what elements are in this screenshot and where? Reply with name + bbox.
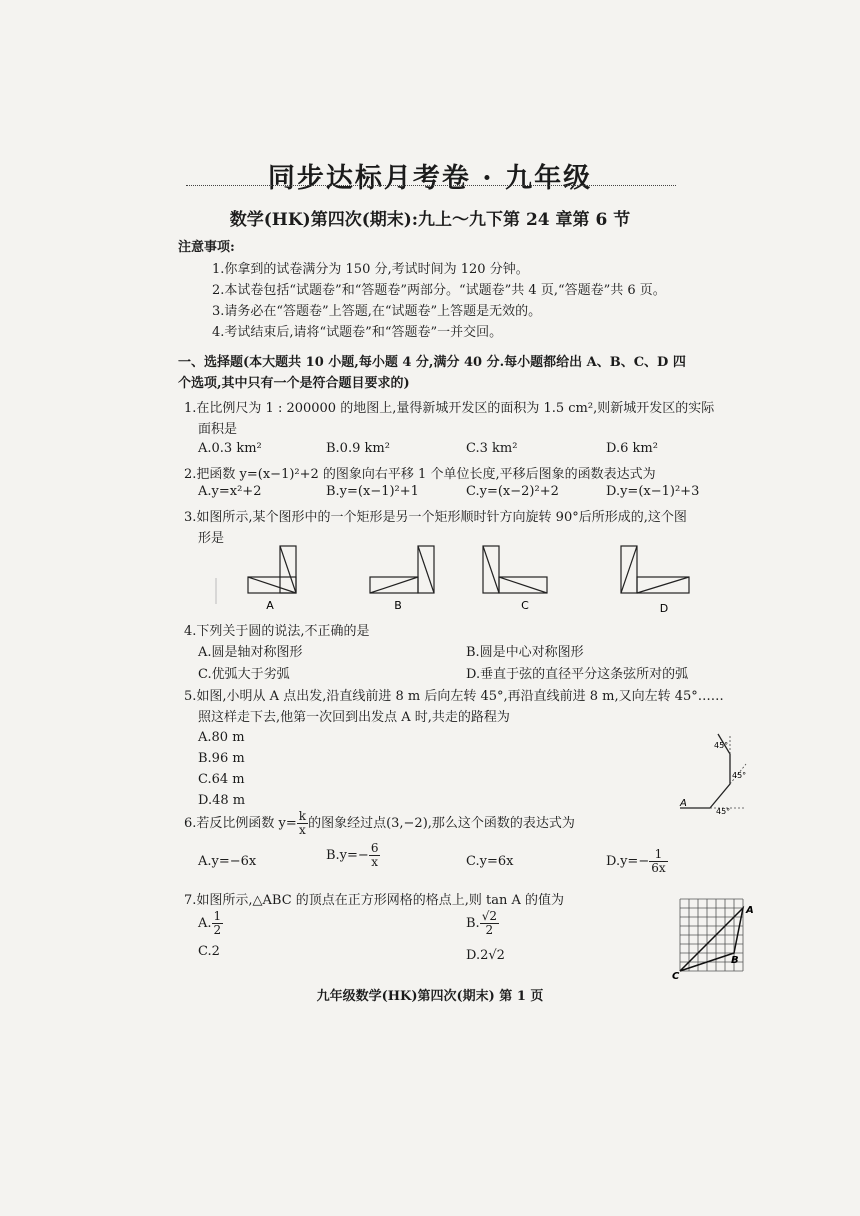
q7-option-a	[198, 910, 223, 937]
q7-a-pre: A.	[198, 916, 212, 931]
q6-b-pre: B.y=−	[326, 848, 369, 863]
q7-option-c: C.2	[198, 944, 220, 959]
q6-frac-den: x	[299, 823, 306, 837]
q3-figure-b	[370, 546, 434, 593]
q7-a-den: 2	[213, 923, 222, 937]
q1-option-d: D.6 km²	[606, 441, 658, 456]
q4-option-d: D.垂直于弦的直径平分这条弦所对的弧	[466, 667, 689, 682]
q7-b-den: 2	[485, 923, 494, 937]
q5-angle-label: 45°	[732, 771, 747, 780]
q7-label-a: A	[746, 905, 754, 916]
q6-option-a: A.y=−6x	[198, 854, 257, 869]
q7-option-d: D.2√2	[466, 948, 505, 963]
q5-option-c: C.64 m	[198, 772, 245, 787]
question-1-stem: 1.在比例尺为 1 : 200000 的地图上,量得新城开发区的面积为 1.5 cm²,则新城开发区的实际	[184, 401, 715, 416]
section-heading: 一、选择题(本大题共 10 小题,每小题 4 分,满分 40 分.每小题都给出 A、B、C、D 四个选项,其中只有一个是符合题目要求的)	[178, 355, 686, 391]
question-2-stem: 2.把函数 y=(x−1)²+2 的图象向右平移 1 个单位长度,平移后图象的函数表达式为	[184, 467, 656, 482]
q5-figure	[672, 728, 782, 824]
q7-a-num: 1	[213, 909, 222, 923]
q7-option-b	[466, 910, 499, 937]
q1-option-c: C.3 km²	[466, 441, 518, 456]
title-divider	[186, 185, 676, 186]
question-7-stem: 7.如图所示,△ABC 的顶点在正方形网格的格点上,则 tan A 的值为	[184, 893, 565, 908]
q3-figure-a	[248, 546, 296, 593]
q4-option-c: C.优弧大于劣弧	[198, 667, 290, 682]
q6-option-d	[606, 848, 668, 875]
notice-item: 2.本试卷包括“试题卷”和“答题卷”两部分。“试题卷”共 4 页,“答题卷”共 6 页。	[212, 283, 666, 298]
q6-b-frac	[369, 842, 381, 869]
notice-item: 3.请务必在“答题卷”上答题,在“试题卷”上答题是无效的。	[212, 304, 542, 319]
q3-figures	[200, 538, 700, 614]
question-4-stem: 4.下列关于圆的说法,不正确的是	[184, 624, 370, 639]
question-3-stem-cont: 形是	[198, 531, 225, 546]
q7-b-pre: B.	[466, 916, 480, 931]
notice-heading: 注意事项:	[178, 240, 235, 255]
q2-option-d: D.y=(x−1)²+3	[606, 484, 700, 499]
q7-b-num: √2	[481, 909, 497, 923]
q7-grid-figure	[672, 895, 762, 981]
q7-b-frac	[480, 910, 499, 937]
question-3-stem: 3.如图所示,某个图形中的一个矩形是另一个矩形顺时针方向旋转 90°后所形成的,这个图	[184, 510, 687, 525]
q3-figure-c	[483, 546, 547, 593]
q5-option-b: B.96 m	[198, 751, 245, 766]
page-title: 同步达标月考卷 · 九年级	[267, 163, 593, 194]
q5-option-a: A.80 m	[198, 730, 245, 745]
q6-d-den: 6x	[651, 861, 666, 875]
q2-option-a: A.y=x²+2	[198, 484, 262, 499]
q6-frac-num: k	[298, 809, 307, 823]
q2-option-b: B.y=(x−1)²+1	[326, 484, 419, 499]
q7-label-b: B	[731, 955, 739, 966]
q6-stem-post: 的图象经过点(3,−2),那么这个函数的表达式为	[308, 816, 575, 831]
q3-label-b: B	[394, 599, 402, 612]
q6-d-num: 1	[649, 848, 667, 862]
page-footer: 九年级数学(HK)第四次(期末) 第 1 页	[316, 989, 544, 1004]
q6-b-num: 6	[370, 841, 379, 855]
q6-fraction	[297, 810, 308, 837]
notice-item: 4.考试结束后,请将“试题卷”和“答题卷”一并交回。	[212, 325, 503, 340]
q7-a-frac	[212, 910, 224, 937]
q3-label-d: D	[659, 602, 669, 614]
q3-label-c: C	[521, 599, 529, 612]
q5-point-a: A	[680, 798, 687, 809]
q2-option-c: C.y=(x−2)²+2	[466, 484, 559, 499]
q4-option-a: A.圆是轴对称图形	[198, 645, 303, 660]
q6-option-c: C.y=6x	[466, 854, 514, 869]
page-subtitle: 数学(HK)第四次(期末):九上～九下第 24 章第 6 节	[229, 210, 631, 230]
q6-option-b	[326, 842, 380, 869]
question-1-stem-cont: 面积是	[198, 422, 238, 437]
q6-d-pre: D.y=−	[606, 854, 650, 869]
q5-option-d: D.48 m	[198, 793, 246, 808]
q6-stem-pre: 6.若反比例函数 y=	[184, 816, 297, 831]
q6-d-frac	[649, 848, 667, 875]
q7-label-c: C	[672, 971, 680, 981]
q1-option-b: B.0.9 km²	[326, 441, 390, 456]
q5-angle-label: 45°	[716, 807, 731, 816]
notice-item: 1.你拿到的试卷满分为 150 分,考试时间为 120 分钟。	[212, 262, 529, 277]
q6-b-den: x	[371, 855, 379, 869]
q3-label-a: A	[266, 599, 274, 612]
question-5-stem-cont: 照这样走下去,他第一次回到出发点 A 时,共走的路程为	[198, 710, 510, 725]
q1-option-a: A.0.3 km²	[198, 441, 262, 456]
q4-option-b: B.圆是中心对称图形	[466, 645, 584, 660]
q5-angle-label: 45°	[714, 741, 729, 750]
q3-figure-d	[621, 546, 689, 593]
question-5-stem: 5.如图,小明从 A 点出发,沿直线前进 8 m 后向左转 45°,再沿直线前进 8 m,又向左转 45°……	[184, 689, 724, 704]
question-6-stem	[184, 810, 575, 837]
